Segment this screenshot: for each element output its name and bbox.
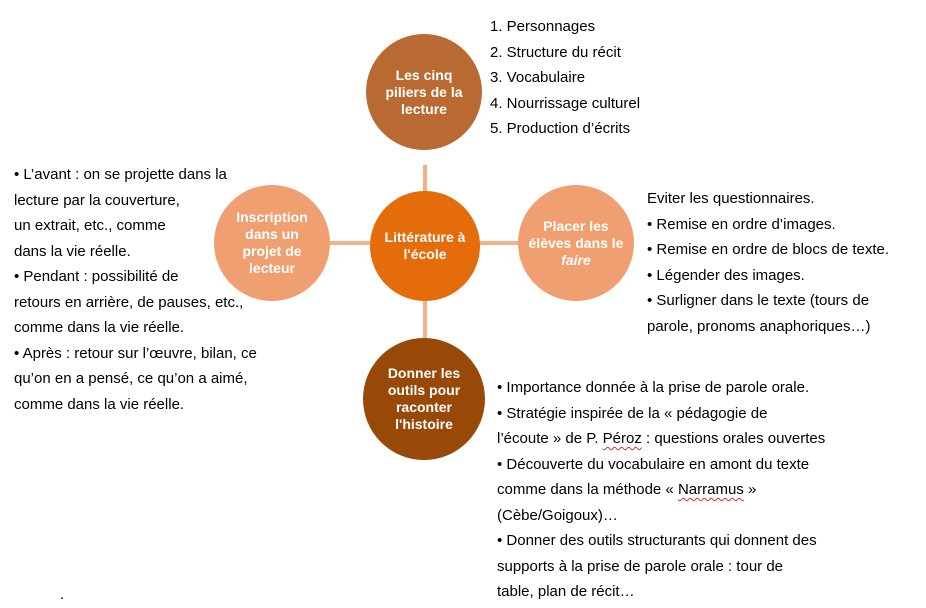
node-top-label: Les cinq piliers de la lecture — [385, 66, 463, 117]
spellcheck-word: Péroz — [602, 430, 642, 447]
right-text — [647, 186, 889, 339]
right-line: • Remise en ordre de blocs de texte. — [647, 241, 890, 258]
bottom-line: supports à la prise de parole orale : tour de — [497, 557, 784, 575]
right-line: parole, pronoms anaphoriques…) — [647, 317, 871, 335]
node-center-label: Littérature à l'école — [384, 229, 466, 262]
left-line: comme dans la vie réelle. — [14, 319, 185, 336]
left-text — [14, 162, 257, 417]
connector-bottom — [423, 300, 427, 340]
top-list-item: 3. Vocabulaire — [490, 69, 586, 86]
bottom-line: • Importance donnée à la prise de parole orale. — [497, 379, 810, 396]
bottom-line: comme dans la méthode « Narramus » — [497, 481, 757, 498]
left-line: • Pendant : possibilité de — [14, 268, 179, 285]
right-line: Eviter les questionnaires. — [647, 190, 815, 207]
top-list-item: 1. Personnages — [490, 18, 596, 35]
left-line: comme dans la vie réelle. — [14, 395, 185, 413]
left-line: • Après : retour sur l’œuvre, bilan, ce — [14, 344, 257, 362]
node-center — [370, 191, 480, 301]
node-left-label: Inscription dans un projet de lecteur — [236, 209, 308, 276]
left-line: • L’avant : on se projette dans la — [14, 166, 227, 183]
node-right-label: Placer les élèves dans le faire — [528, 217, 624, 268]
left-line: dans la vie réelle. — [14, 242, 131, 260]
bottom-line: • Stratégie inspirée de la « pédagogie de — [497, 404, 768, 422]
top-list — [490, 14, 640, 142]
right-line: • Surligner dans le texte (tours de — [647, 292, 870, 309]
connector-right — [478, 241, 520, 245]
node-top — [366, 34, 482, 150]
stray-mark: . — [60, 586, 65, 603]
left-line: lecture par la couverture, — [14, 191, 180, 209]
node-bottom-label: Donner les outils pour raconter l'histoire — [387, 365, 461, 432]
bottom-text — [497, 375, 825, 605]
top-list-item: 5. Production d’écrits — [490, 120, 631, 137]
left-line: retours en arrière, de pauses, etc., — [14, 293, 244, 311]
top-list-item: 4. Nourrissage culturel — [490, 94, 641, 112]
node-bottom — [363, 338, 485, 460]
bottom-line: table, plan de récit… — [497, 583, 635, 600]
bottom-line: (Cèbe/Goigoux)… — [497, 506, 618, 524]
node-right — [518, 185, 634, 301]
bottom-line: • Donner des outils structurants qui donnent des — [497, 532, 817, 549]
top-list-item: 2. Structure du récit — [490, 43, 621, 61]
left-line: un extrait, etc., comme — [14, 217, 166, 234]
spellcheck-word: Narramus — [677, 481, 744, 498]
right-line: • Légender des images. — [647, 266, 805, 284]
left-line: qu’on en a pensé, ce qu’on a aimé, — [14, 370, 248, 387]
right-line: • Remise en ordre d’images. — [647, 215, 836, 233]
bottom-line: l’écoute » de P. Péroz : questions orales ouvertes — [497, 430, 826, 447]
bottom-line: • Découverte du vocabulaire en amont du texte — [497, 455, 810, 473]
connector-left — [330, 241, 370, 245]
